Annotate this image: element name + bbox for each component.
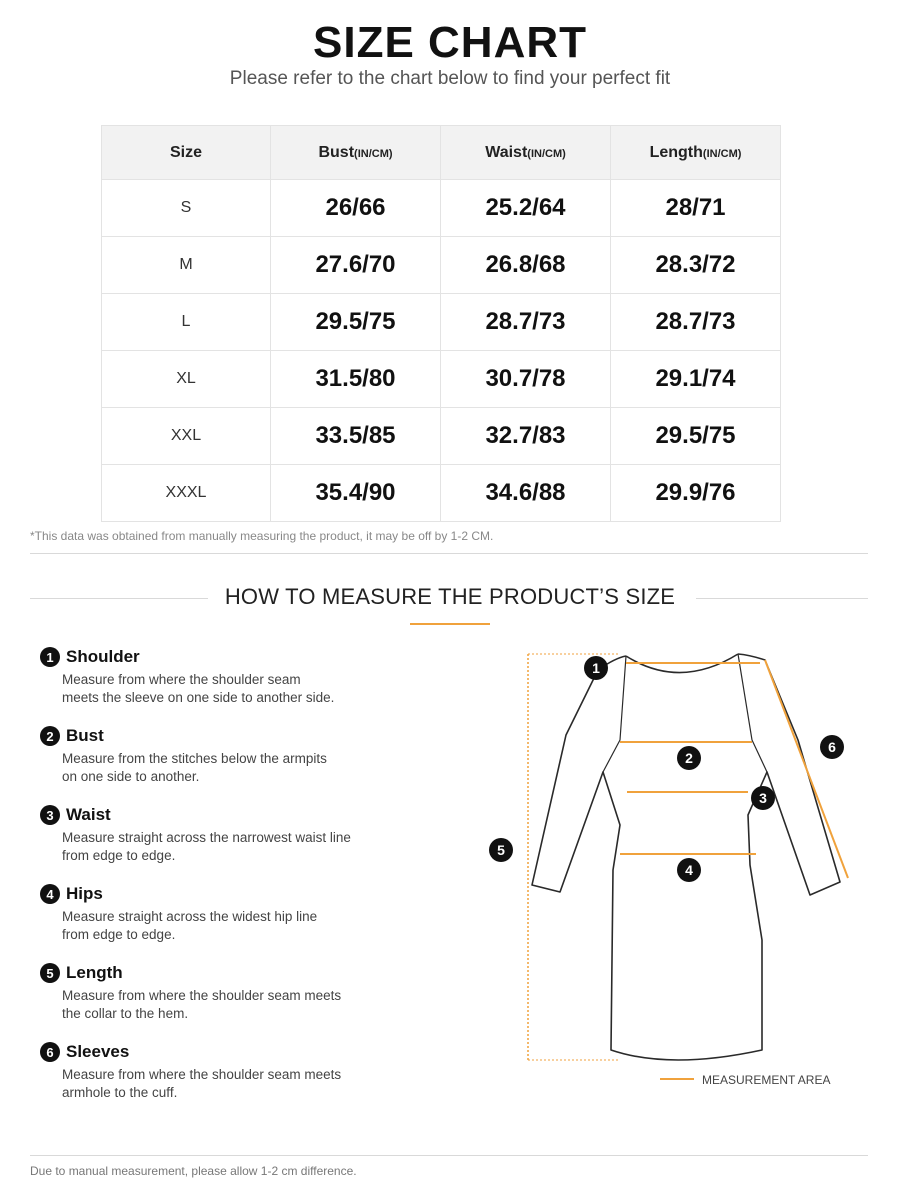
measure-name: Shoulder — [66, 647, 140, 666]
table-row — [102, 237, 781, 294]
marker-label: 1 — [592, 660, 600, 676]
divider — [30, 1155, 868, 1156]
measure-item-sleeves — [40, 1041, 440, 1120]
waist-cell: 26.8/68 — [441, 237, 611, 294]
marker-6 — [820, 735, 844, 759]
number-badge: 3 — [40, 805, 60, 825]
length-cell: 29.5/75 — [611, 408, 781, 465]
measure-name: Hips — [66, 884, 103, 903]
marker-label: 4 — [685, 862, 693, 878]
measure-description — [62, 1066, 392, 1102]
size-cell: S — [102, 180, 271, 237]
marker-label: 5 — [497, 842, 505, 858]
column-header-length — [611, 126, 781, 180]
marker-3 — [751, 786, 775, 810]
number-badge: 4 — [40, 884, 60, 904]
length-cell: 28/71 — [611, 180, 781, 237]
column-header-unit: (IN/CM) — [354, 147, 393, 160]
marker-1 — [584, 656, 608, 680]
table-row — [102, 351, 781, 408]
description-line: armhole to the cuff. — [62, 1085, 178, 1100]
size-cell: M — [102, 237, 271, 294]
waist-cell: 34.6/88 — [441, 465, 611, 522]
length-cell: 28.3/72 — [611, 237, 781, 294]
number-badge: 5 — [40, 963, 60, 983]
description-line: Measure from where the shoulder seam — [62, 672, 301, 687]
description-line: the collar to the hem. — [62, 1006, 189, 1021]
measure-name: Sleeves — [66, 1042, 130, 1061]
title-underline — [410, 623, 490, 625]
column-header-waist — [441, 126, 611, 180]
bust-cell: 31.5/80 — [271, 351, 441, 408]
footer-note: Due to manual measurement, please allow 1-2 cm difference. — [30, 1164, 357, 1178]
measure-name: Length — [66, 963, 123, 982]
description-line: Measure straight across the narrowest waist line — [62, 830, 351, 845]
divider — [30, 553, 868, 554]
column-header-unit: (IN/CM) — [702, 147, 742, 160]
measure-item-hips — [40, 883, 440, 962]
measure-item-shoulder — [40, 646, 440, 725]
measurement-instructions — [40, 646, 440, 1120]
marker-label: 3 — [759, 790, 767, 806]
waist-cell: 30.7/78 — [441, 351, 611, 408]
waist-cell: 25.2/64 — [441, 180, 611, 237]
size-chart-table — [101, 125, 781, 522]
marker-label: 2 — [685, 750, 693, 766]
table-row — [102, 408, 781, 465]
measure-description — [62, 750, 392, 786]
marker-4 — [677, 858, 701, 882]
description-line: meets the sleeve on one side to another side. — [62, 690, 335, 705]
number-badge: 1 — [40, 647, 60, 667]
length-cell: 29.9/76 — [611, 465, 781, 522]
number-badge: 2 — [40, 726, 60, 746]
description-line: from edge to edge. — [62, 848, 176, 863]
legend-label: MEASUREMENT AREA — [702, 1073, 831, 1087]
measure-description — [62, 987, 392, 1023]
measure-item-bust — [40, 725, 440, 804]
description-line: from edge to edge. — [62, 927, 176, 942]
waist-cell: 32.7/83 — [441, 408, 611, 465]
length-cell: 29.1/74 — [611, 351, 781, 408]
table-header-row — [102, 126, 781, 180]
description-line: Measure straight across the widest hip line — [62, 909, 318, 924]
column-header-bust — [271, 126, 441, 180]
sleeve-line — [765, 660, 848, 878]
column-header-size — [102, 126, 271, 180]
column-header-label: Length — [649, 143, 703, 161]
description-line: Measure from where the shoulder seam meets — [62, 988, 342, 1003]
measure-name: Waist — [66, 805, 111, 824]
dress-measurement-diagram — [480, 640, 880, 1100]
marker-5 — [489, 838, 513, 862]
bust-cell: 26/66 — [271, 180, 441, 237]
description-line: Measure from the stitches below the armpits — [62, 751, 327, 766]
armhole-right-seam — [738, 654, 767, 772]
size-cell: XXL — [102, 408, 271, 465]
bust-cell: 29.5/75 — [271, 294, 441, 351]
column-header-label: Size — [169, 143, 202, 161]
page-subtitle: Please refer to the chart below to find your perfect fit — [229, 68, 671, 89]
measure-description — [62, 671, 392, 707]
measure-name: Bust — [66, 726, 104, 745]
number-badge: 6 — [40, 1042, 60, 1062]
section-title: HOW TO MEASURE THE PRODUCT’S SIZE — [224, 584, 676, 609]
waist-cell: 28.7/73 — [441, 294, 611, 351]
column-header-label: Bust — [318, 143, 355, 161]
measure-item-waist — [40, 804, 440, 883]
table-row — [102, 294, 781, 351]
bust-cell: 33.5/85 — [271, 408, 441, 465]
column-header-label: Waist — [485, 143, 528, 161]
description-line: Measure from where the shoulder seam meets — [62, 1067, 342, 1082]
page-title: SIZE CHART — [313, 18, 587, 67]
marker-2 — [677, 746, 701, 770]
measure-description — [62, 908, 392, 944]
size-cell: XXXL — [102, 465, 271, 522]
dress-outline — [532, 654, 840, 1060]
column-header-unit: (IN/CM) — [527, 147, 566, 160]
size-cell: L — [102, 294, 271, 351]
table-row — [102, 180, 781, 237]
description-line: on one side to another. — [62, 769, 200, 784]
measure-description — [62, 829, 392, 865]
measurement-note: *This data was obtained from manually measuring the product, it may be off by 1-2 CM. — [30, 529, 494, 543]
measure-item-length — [40, 962, 440, 1041]
table-row — [102, 465, 781, 522]
bust-cell: 35.4/90 — [271, 465, 441, 522]
bust-cell: 27.6/70 — [271, 237, 441, 294]
length-cell: 28.7/73 — [611, 294, 781, 351]
marker-label: 6 — [828, 739, 836, 755]
size-cell: XL — [102, 351, 271, 408]
